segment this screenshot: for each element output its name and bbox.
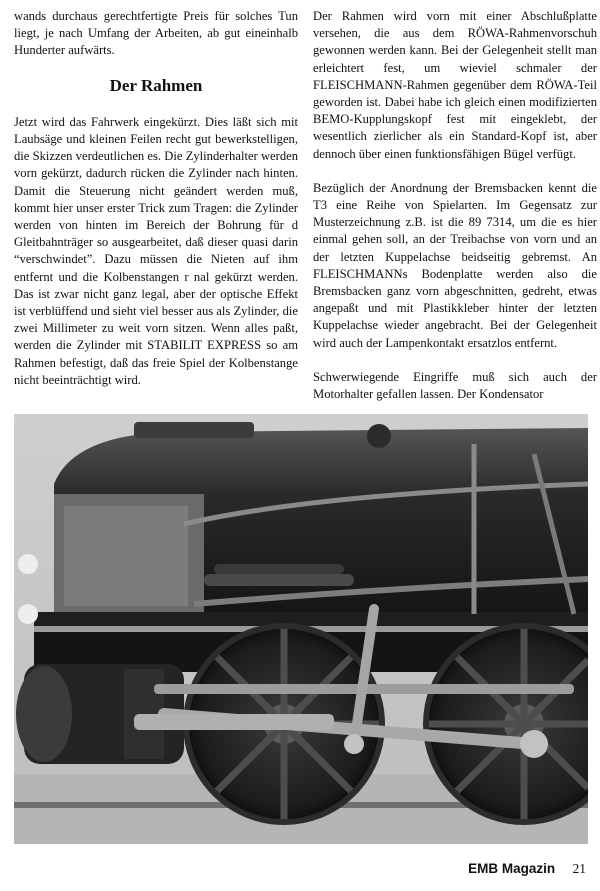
locomotive-photo: [14, 414, 588, 844]
page-footer: [468, 861, 586, 877]
section-heading: Der Rahmen: [109, 75, 203, 95]
locomotive-illustration: [14, 414, 588, 844]
magazine-name: EMB Magazin: [468, 861, 556, 876]
intro-paragraph: wands durchaus gerechtfertigte Preis für solches Tun liegt, je nach Umfang der Arbeiten, ab gut eineinhalb Hunderter aufwärts.: [14, 9, 298, 58]
right-text-column: [313, 8, 597, 420]
body-paragraph: Bezüglich der Anordnung der Bremsbacken kennt die T3 eine Reihe von Spielarten. Im Gegensatz zur Musterzeichnung z.B. ist die 89 7314, um die es hier einmal gehen soll, an der Treibachse von vorn und an der letzten Kuppelachse beidseitig gebremst. An FLEISCHMANNs Bodenplatte werden also die Bremsbacken ganz vorn abgeschnitten, gedreht, etwas angepaßt und mit Plastikkleber hinter der letzten Kuppelachse wieder angebracht. Bei der Gelegenheit wird auch der Lampenkontakt ersatzlos entfernt.: [313, 180, 597, 350]
body-paragraph: Schwerwiegende Eingriffe muß sich auch der Motorhalter gefallen lassen. Der Kondensator: [313, 369, 597, 402]
left-text-column: [14, 8, 298, 406]
body-paragraph: Jetzt wird das Fahrwerk eingekürzt. Dies läßt sich mit Laubsäge und kleinen Feilen recht gut bewerkstelligen, die Skizzen verdeutlichen es. Die Zylinderhalter werden vorn gekürzt, dadurch rücken die Zylinder nach hinten. Damit die Steuerung nicht geändert werden muß, kommt hier unser erster Trick zum Tragen: die Zylinder werden von hinten im Bereich der Bohrung für d Gleitbahnträger so ausgearbeitet, daß dieser quasi darin “verschwindet”. Dazu müssen die Nieten auf ihm entfernt und die Kolbenstangen r nal gekürzt werden. Das ist zwar nicht ganz legal, aber der optische Effekt ist verblüffend und sieht viel besser aus als Zylinder, die zwei Millimeter zu weit vorn sitzen. Wenn alles paßt, werden die Zylinder mit STABILIT EXPRESS so am Rahmen befestigt, daß das freie Spiel der Kolbenstange nicht beeinträchtigt wird.: [14, 114, 298, 387]
body-paragraph: Der Rahmen wird vorn mit einer Abschlußplatte versehen, die aus dem RÖWA-Rahmenvorschuh gewonnen werden kann. Bei der Gelegenheit stellt man erleichtert fest, um wieviel schmaler der FLEISCHMANN-Rahmen gegenüber dem RÖWA-Teil geworden ist. Dabei habe ich gleich einen modifizierten BEMO-Kupplungskopf fest mit eingeklebt, der wesentlich zierlicher als ein Standard-Kopf ist, aber dennoch über einen funktionsfähigen Bügel verfügt.: [313, 9, 597, 161]
page-number: 21: [572, 861, 586, 876]
